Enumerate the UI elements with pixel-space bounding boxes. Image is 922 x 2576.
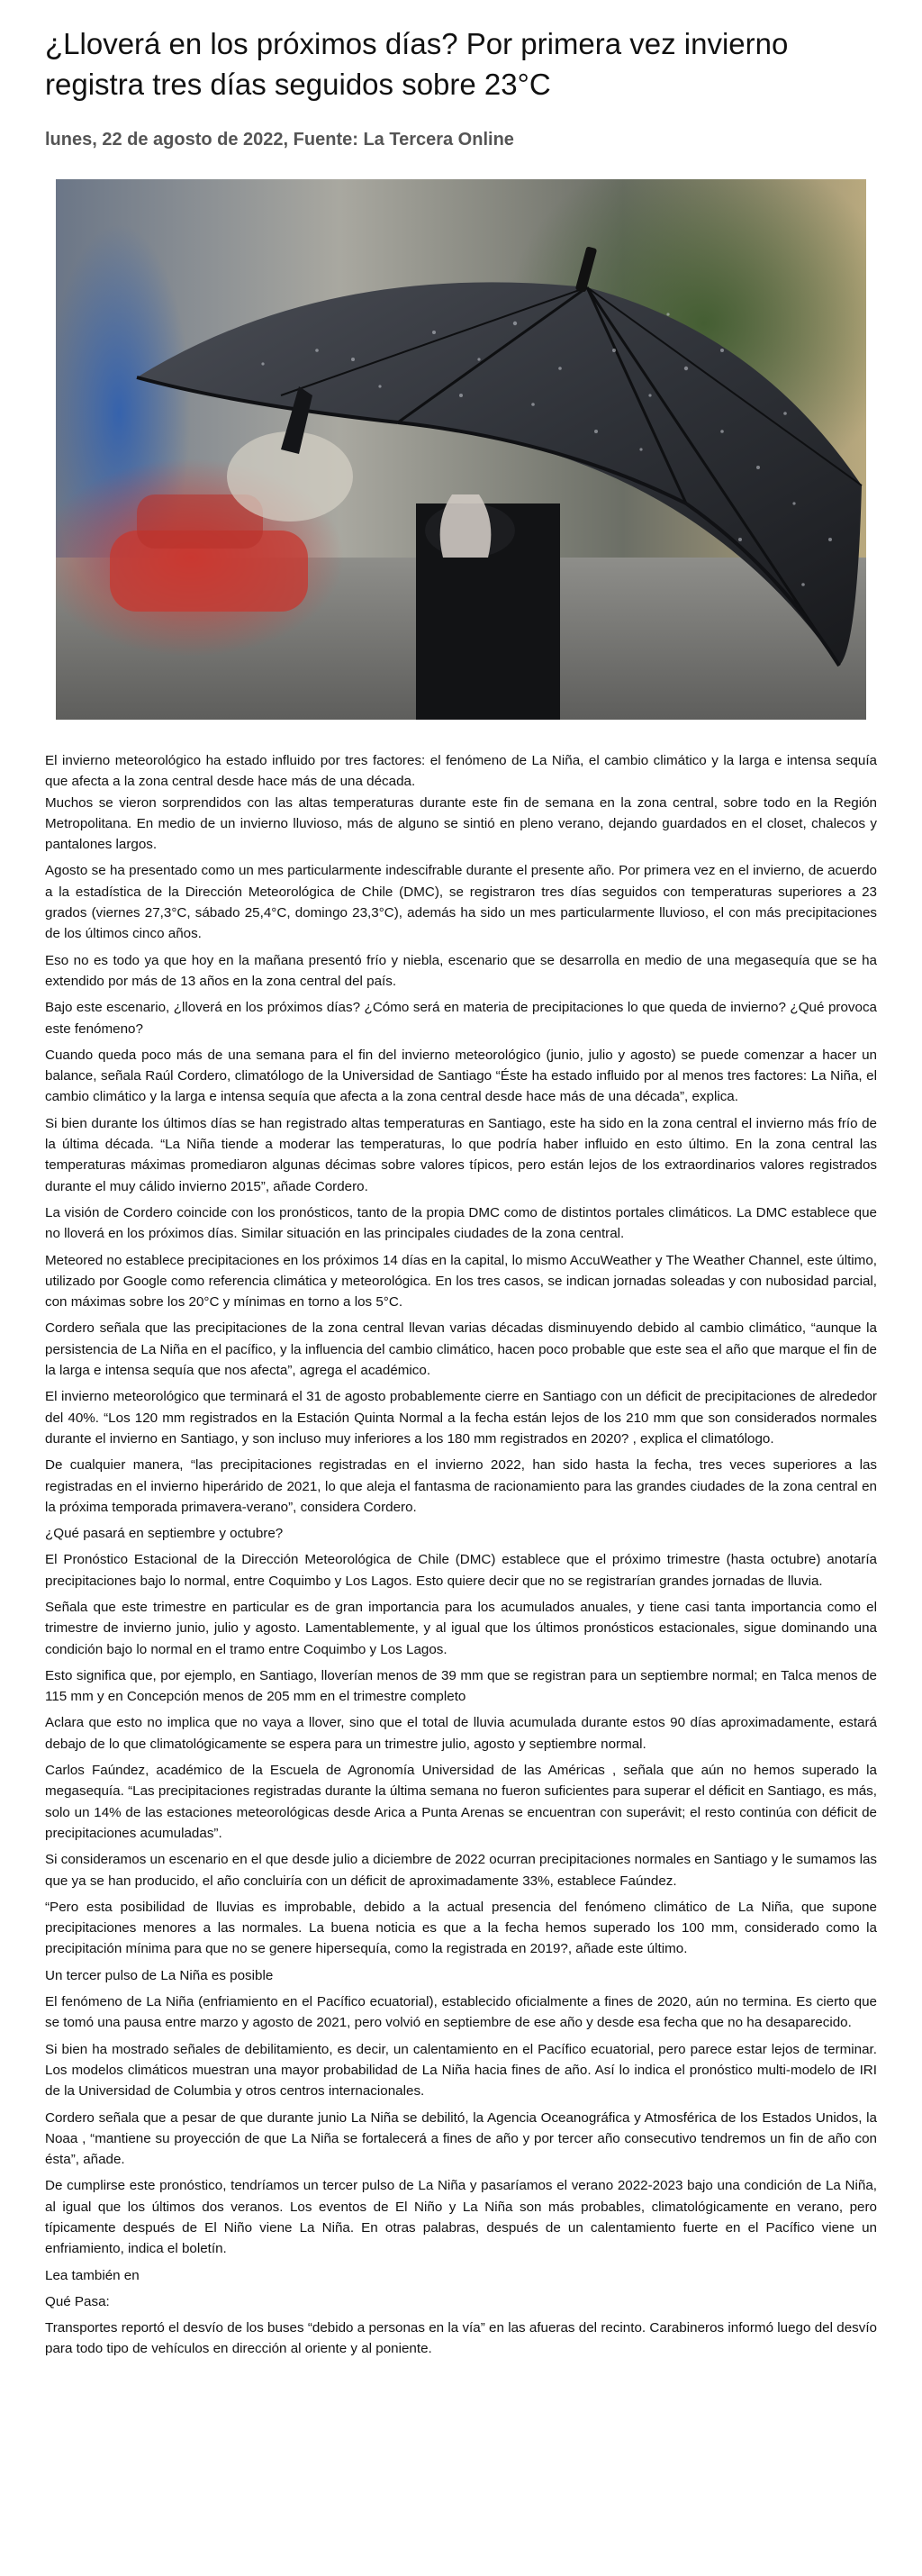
article-paragraph: Cordero señala que las precipitaciones de la zona central llevan varias décadas disminuyendo debido al cambio climático, “aunque la persistencia de La Niña en el pacífico, y la influencia del cambio climático, hacen poco probable que este sea el año que marque el fin de la larga e intensa sequía que nos afecta”, agrega el académico. <box>45 1320 877 1379</box>
article-paragraph: El fenómeno de La Niña (enfriamiento en el Pacífico ecuatorial), establecido oficialmente a fines de 2020, aún no termina. Es cierto que se tomó una pausa entre marzo y agosto de 2021, pero volvió en septiembre de ese año y desde esa fecha que no ha desaparecido. <box>45 1994 877 2031</box>
article-paragraph: El Pronóstico Estacional de la Dirección Meteorológica de Chile (DMC) establece que el próximo trimestre (hasta octubre) anotaría precipitaciones bajo lo normal, entre Coquimbo y Los Lagos. Esto quiere decir que no se registrarían grandes jornadas de lluvia. <box>45 1552 877 1589</box>
article-paragraph: Agosto se ha presentado como un mes particularmente indescifrable durante el presente año. Por primera vez en el invierno, de acuerdo a la estadística de la Dirección Meteorológica de Chile (DMC), se registraron tres días seguidos con temperaturas superiores a 23 grados (viernes 27,3°C, sábado 25,4°C, domingo 23,3°C), además ha sido un mes particularmente lluvioso, el con más precipitaciones de los últimos cinco años. <box>45 863 877 942</box>
article-paragraph: Transportes reportó el desvío de los buses “debido a personas en la vía” en las afueras del recinto. Carabineros informó luego del desvío para todo tipo de vehículos en dirección al oriente y al poniente. <box>45 2320 877 2357</box>
article-paragraph: Meteored no establece precipitaciones en los próximos 14 días en la capital, lo mismo AccuWeather y The Weather Channel, este último, utilizado por Google como referencia climática y meteorológica. En los tres casos, se indican jornadas soleadas y con nubosidad parcial, con máximas sobre los 20°C y mínimas en torno a los 5°C. <box>45 1252 877 1311</box>
article-paragraph: De cualquier manera, “las precipitaciones registradas en el invierno 2022, han sido hasta la fecha, tres veces superiores a las registradas en el invierno hiperárido de 2021, lo que aleja el fantasma de racionamiento para las grandes ciudades de la zona central en la próxima temporada primavera-verano”, considera Cordero. <box>45 1457 877 1515</box>
article-paragraph: El invierno meteorológico que terminará el 31 de agosto probablemente cierre en Santiago con un déficit de precipitaciones de alrededor del 40%. “Los 120 mm registrados en la Estación Quinta Normal a la fecha están lejos de los 210 mm que son considerados normales durante el invierno en Santiago, y son incluso muy inferiores a los 180 mm registrados en 2020? , explica el climatólogo. <box>45 1389 877 1447</box>
article-paragraph: Aclara que esto no implica que no vaya a llover, sino que el total de lluvia acumulada durante estos 90 días aproximadamente, estará debajo de lo que climatológicamente se espera para un trimestre julio, agosto y septiembre normal. <box>45 1715 877 1752</box>
article-paragraph: Esto significa que, por ejemplo, en Santiago, lloverían menos de 39 mm que se registran para un septiembre normal; en Talca menos de 115 mm y en Concepción menos de 205 mm en el trimestre completo <box>45 1667 877 1705</box>
article-paragraph: Cordero señala que a pesar de que durante junio La Niña se debilitó, la Agencia Oceanográfica y Atmosférica de los Estados Unidos, la Noaa , “mantiene su proyección de que La Niña se fortalecerá a fines de año y por tercer año consecutivo tendremos un fin de año con ésta”, añade. <box>45 2109 877 2168</box>
article-paragraph: De cumplirse este pronóstico, tendríamos un tercer pulso de La Niña y pasaríamos el verano 2022-2023 bajo una condición de La Niña, al igual que los últimos dos veranos. Los eventos de El Niño y La Niña son más probables, climatológicamente en verano, pero típicamente después de El Niño viene La Niña. En otras palabras, después de un calentamiento fuerte en el Pacífico viene un enfriamiento, indica el boletín. <box>45 2178 877 2257</box>
article-paragraph: Qué Pasa: <box>45 2293 110 2309</box>
article-paragraph: Carlos Faúndez, académico de la Escuela de Agronomía Universidad de las Américas , señala que aún no hemos superado la megasequía. “Las precipitaciones registradas durante la última semana no fueron suficientes para superar el déficit en Santiago, es más, solo un 14% de las estaciones meteorológicas desde Arica a Punta Arenas se encuentran con superávit; el resto continúa con déficit de precipitaciones acumuladas”. <box>45 1763 877 1841</box>
article-paragraph: Un tercer pulso de La Niña es posible <box>45 1967 274 1983</box>
article-paragraph: Eso no es todo ya que hoy en la mañana presentó frío y niebla, escenario que se desarrolla en medio de una megasequía que se ha extendido por más de 13 años en la zona central del país. <box>45 952 877 989</box>
article-paragraph: Bajo este escenario, ¿lloverá en los próximos días? ¿Cómo será en materia de precipitaciones lo que queda de invierno? ¿Qué provoca este fenómeno? <box>45 1000 877 1037</box>
article-title: ¿Lloverá en los próximos días? Por primera vez invierno registra tres días seguidos sobre 23°C <box>45 27 789 101</box>
article-paragraph: Señala que este trimestre en particular es de gran importancia para los acumulados anuales, y tiene casi tanta importancia como el trimestre de invierno junio, julio y agosto. Lamentablemente, y al igual que los últimos pronósticos estacionales, sigue dominando una condición bajo lo normal en el tramo entre Coquimbo y Los Lagos. <box>45 1599 877 1657</box>
umbrella-photo <box>56 179 866 720</box>
article-paragraph: Lea también en <box>45 2267 140 2283</box>
article-paragraph: Si bien ha mostrado señales de debilitamiento, es decir, un calentamiento en el Pacífico ecuatorial, pero parece estar lejos de terminar. Los modelos climáticos muestran una mayor probabilidad de La Niña hacia fines de año. Así lo indica el pronóstico multi-modelo de IRI de la Universidad de Columbia y otros centros internacionales. <box>45 2041 877 2100</box>
hero-image <box>56 179 866 720</box>
article-paragraph: Cuando queda poco más de una semana para el fin del invierno meteorológico (junio, julio y agosto) se puede comenzar a hacer un balance, señala Raúl Cordero, climatólogo de la Universidad de Santiago “Éste ha estado influido por al menos tres factores: La Niña, el cambio climático y la larga e intensa sequía que afecta a la zona central desde hace más de una década”, explica. <box>45 1047 877 1105</box>
article-paragraph: Si bien durante los últimos días se han registrado altas temperaturas en Santiago, este ha sido en la zona central el invierno más frío de la última década. “La Niña tiende a moderar las temperaturas, lo que podría haber influido en esto último. En la zona central las temperaturas máximas promediaron algunas décimas sobre valores típicos, pero están lejos de los extraordinarios valores registrados durante el muy cálido invierno 2015”, añade Cordero. <box>45 1115 877 1194</box>
article-paragraph: La visión de Cordero coincide con los pronósticos, tanto de la propia DMC como de distintos portales climáticos. La DMC establece que no lloverá en los próximos días. Similar situación en las principales ciudades de la zona central. <box>45 1204 877 1242</box>
article-paragraph: Si consideramos un escenario en el que desde julio a diciembre de 2022 ocurran precipitaciones normales en Santiago y le sumamos las que ya se han producido, el año concluiría con un déficit de aproximadamente 33%, establece Faúndez. <box>45 1852 877 1889</box>
article-date-source: lunes, 22 de agosto de 2022, Fuente: La Tercera Online <box>45 130 514 150</box>
article-paragraph: ¿Qué pasará en septiembre y octubre? <box>45 1526 284 1542</box>
article-body <box>45 750 877 2360</box>
article-paragraph: El invierno meteorológico ha estado influido por tres factores: el fenómeno de La Niña, el cambio climático y la larga e intensa sequía que afecta a la zona central desde hace más de una década. Muchos se vieron sorprendidos con las altas temperaturas durante este fin de semana en la zona central, sobre todo en la Región Metropolitana. En medio de un invierno lluvioso, más de alguno se sintió en pleno verano, dejando guardados en el closet, chalecos y pantalones largos. <box>45 753 877 853</box>
article-paragraph: “Pero esta posibilidad de lluvias es improbable, debido a la actual presencia del fenómeno climático de La Niña, que supone precipitaciones menores a las normales. La buena noticia es que a la fecha hemos superado los 100 mm, considerado como la precipitación mínima para que no se genere hipersequía, como la registrada en 2019?, añade este último. <box>45 1899 877 1957</box>
